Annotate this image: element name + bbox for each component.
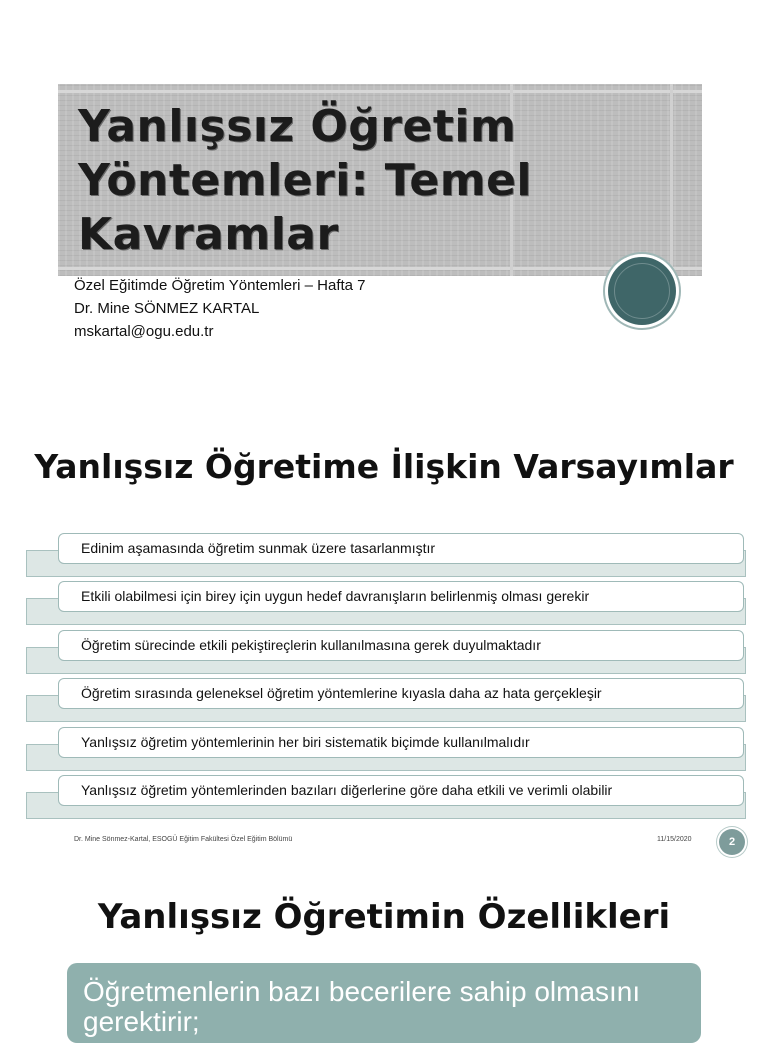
decorative-circle-icon [608, 257, 676, 325]
list-item [26, 630, 746, 676]
title-banner [58, 84, 702, 276]
list-item-text: Öğretim sürecinde etkili pekiştireçlerin kullanılmasına gerek duyulmaktadır [58, 630, 744, 661]
page-number-badge: 2 [719, 829, 745, 855]
list-item-text: Öğretim sırasında geleneksel öğretim yöntemlerine kıyasla daha az hata gerçekleşir [58, 678, 744, 709]
slide-date: 11/15/2020 [657, 836, 692, 843]
feature-card: Öğretmenlerin bazı becerilere sahip olmasını gerektirir; [67, 963, 701, 1043]
list-item-text: Edinim aşamasında öğretim sunmak üzere tasarlanmıştır [58, 533, 744, 564]
course-name: Özel Eğitimde Öğretim Yöntemleri – Hafta 7 [74, 277, 366, 294]
slide3-title: Yanlışsız Öğretimin Özellikleri [97, 897, 671, 937]
slide-footer: Dr. Mine Sönmez-Kartal, ESOGÜ Eğitim Fakültesi Özel Eğitim Bölümü [74, 836, 293, 843]
author-email: mskartal@ogu.edu.tr [74, 323, 214, 340]
slide1-title: Yanlışsız Öğretim Yöntemleri: Temel Kavramlar [78, 101, 532, 260]
list-item-text: Yanlışsız öğretim yöntemlerinden bazıları diğerlerine göre daha etkili ve verimli olabilir [58, 775, 744, 806]
list-item [26, 533, 746, 579]
list-item-text: Yanlışsız öğretim yöntemlerinin her biri sistematik biçimde kullanılmalıdır [58, 727, 744, 758]
banner-stripe-top [58, 90, 702, 93]
banner-stripe-bottom [58, 267, 702, 270]
slide2-title: Yanlışsız Öğretime İlişkin Varsayımlar [34, 447, 734, 486]
list-item [26, 775, 746, 821]
author-name: Dr. Mine SÖNMEZ KARTAL [74, 300, 260, 317]
list-item [26, 581, 746, 627]
slide1-subtitle [74, 274, 366, 343]
list-item-text: Etkili olabilmesi için birey için uygun hedef davranışların belirlenmiş olması gerekir [58, 581, 744, 612]
list-item [26, 678, 746, 724]
list-item [26, 727, 746, 773]
